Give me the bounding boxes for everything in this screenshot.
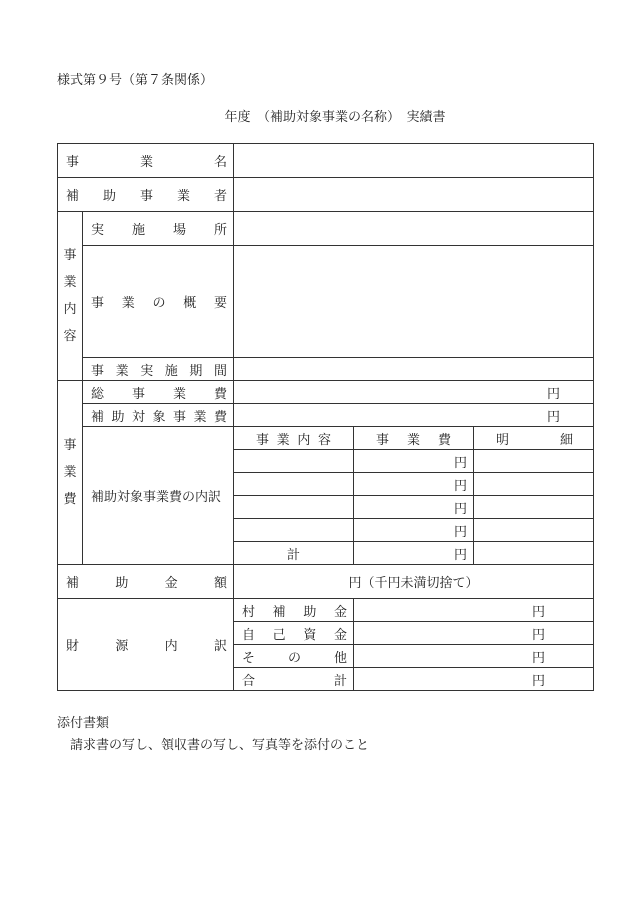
label-char: 補 <box>91 409 105 425</box>
label-char: 事 <box>66 155 80 170</box>
breakdown-header-content <box>234 427 354 450</box>
funding-label <box>58 599 234 691</box>
label-char: 象 <box>152 409 166 425</box>
project-name-label <box>58 144 234 178</box>
breakdown-header-cost <box>354 427 474 450</box>
label-char: 業 <box>193 409 207 425</box>
period-field[interactable] <box>234 358 594 381</box>
report-table <box>57 143 594 691</box>
funding-item-3-label <box>234 668 354 691</box>
label-char: 合 <box>242 673 256 689</box>
form-number: 様式第９号（第７条関係） <box>57 73 214 88</box>
vertical-label-char: 内 <box>63 302 77 317</box>
summary-field[interactable] <box>234 246 594 358</box>
funding-item-3-text <box>234 670 353 689</box>
label-char: 間 <box>213 363 227 379</box>
label-char: 補 <box>66 189 80 204</box>
label-char: 費 <box>437 432 451 448</box>
label-char: 明 <box>496 432 510 448</box>
project-name-field[interactable] <box>234 144 594 178</box>
label-char: 内 <box>164 639 178 654</box>
funding-item-0-label <box>234 599 354 622</box>
period-label <box>83 358 234 381</box>
breakdown-cost-field[interactable]: 円 <box>354 450 474 473</box>
label-char: 額 <box>213 576 227 591</box>
label-char: 施 <box>132 223 146 238</box>
summary-label <box>83 246 234 358</box>
label-char: の <box>288 650 302 666</box>
label-char: 業 <box>276 432 290 448</box>
total-cost-field[interactable]: 円 <box>234 381 594 404</box>
funding-item-2-field[interactable]: 円 <box>354 645 594 668</box>
breakdown-cost-field[interactable]: 円 <box>354 496 474 519</box>
label-char: 場 <box>173 223 187 238</box>
breakdown-header-detail <box>474 427 594 450</box>
breakdown-content-field[interactable] <box>234 519 354 542</box>
label-char: 金 <box>333 627 347 643</box>
label-char: 事 <box>256 432 270 448</box>
label-char: 村 <box>242 604 256 620</box>
grantee-field[interactable] <box>234 178 594 212</box>
funding-text <box>58 635 233 654</box>
total-cost-label <box>83 381 234 404</box>
label-char: 助 <box>115 576 129 591</box>
breakdown-content-field[interactable] <box>234 473 354 496</box>
label-char: 要 <box>214 296 228 311</box>
funding-item-1-label <box>234 622 354 645</box>
grantee-label <box>58 178 234 212</box>
vertical-label-char: 容 <box>63 329 77 344</box>
breakdown-detail-field[interactable] <box>474 473 594 496</box>
label-char: 事 <box>376 432 390 448</box>
label-char: 事 <box>140 189 154 204</box>
funding-item-2-label <box>234 645 354 668</box>
label-char: 事 <box>91 296 105 311</box>
label-char: 資 <box>303 627 317 643</box>
label-char: 所 <box>214 223 228 238</box>
subsidy-field[interactable]: 円（千円未満切捨て） <box>234 565 594 599</box>
breakdown-detail-field[interactable] <box>474 519 594 542</box>
label-char: 助 <box>303 604 317 620</box>
breakdown-total-detail-field[interactable] <box>474 542 594 565</box>
breakdown-cost-field[interactable]: 円 <box>354 519 474 542</box>
subsidy-label <box>58 565 234 599</box>
label-char: 己 <box>272 627 286 643</box>
breakdown-header-detail-text <box>474 429 593 448</box>
label-char: 費 <box>214 409 228 425</box>
breakdown-cost-field[interactable]: 円 <box>354 473 474 496</box>
vertical-label-char: 業 <box>63 275 77 290</box>
label-char: 施 <box>164 363 178 379</box>
location-field[interactable] <box>234 212 594 246</box>
breakdown-total-label: 計 <box>234 542 354 565</box>
attachments-section <box>57 713 369 757</box>
eligible-cost-label <box>83 404 234 427</box>
label-char: 財 <box>66 639 80 654</box>
location-label <box>83 212 234 246</box>
location-text <box>83 219 233 238</box>
label-char: 対 <box>132 409 146 425</box>
vertical-label-char: 事 <box>63 438 77 453</box>
label-char: 事 <box>132 386 146 402</box>
label-char: 自 <box>242 627 256 643</box>
vertical-label-char: 事 <box>63 248 77 263</box>
label-char: 業 <box>121 296 135 311</box>
content-group-label <box>58 212 83 381</box>
label-char: 名 <box>214 155 228 170</box>
funding-item-1-text <box>234 624 353 643</box>
label-char: 業 <box>173 386 187 402</box>
breakdown-content-field[interactable] <box>234 450 354 473</box>
page-title: 年度 （補助対象事業の名称） 実績書 <box>224 110 446 125</box>
grantee-text <box>58 185 233 204</box>
label-char: 者 <box>214 189 228 204</box>
label-char: の <box>152 296 166 311</box>
label-char: そ <box>242 650 256 666</box>
attachments-note: 請求書の写し、領収書の写し、写真等を添付のこと <box>70 738 370 753</box>
funding-item-2-text <box>234 647 353 666</box>
project-name-text <box>58 151 233 170</box>
label-char: 補 <box>272 604 286 620</box>
breakdown-total-field[interactable]: 円 <box>354 542 474 565</box>
eligible-cost-field[interactable]: 円 <box>234 404 594 427</box>
cost-group-label <box>58 381 83 565</box>
label-char: 助 <box>103 189 117 204</box>
label-char: 業 <box>407 432 421 448</box>
subsidy-text <box>58 572 233 591</box>
label-char: 源 <box>115 639 129 654</box>
label-char: 事 <box>173 409 187 425</box>
label-char: 業 <box>115 363 129 379</box>
breakdown-detail-field[interactable] <box>474 496 594 519</box>
eligible-cost-text <box>83 406 233 425</box>
label-char: 費 <box>214 386 228 402</box>
breakdown-header-cost-text <box>354 429 473 448</box>
label-char: 実 <box>91 223 105 238</box>
breakdown-text: 補助対象事業費の内訳 <box>91 490 222 505</box>
summary-text <box>83 292 233 311</box>
label-char: 総 <box>91 386 105 402</box>
label-char: 助 <box>111 409 125 425</box>
period-text <box>83 360 233 379</box>
label-char: 金 <box>333 604 347 620</box>
label-char: 業 <box>140 155 154 170</box>
funding-item-0-text <box>234 601 353 620</box>
label-char: 訳 <box>213 639 227 654</box>
label-char: 内 <box>297 432 311 448</box>
label-char: 計 <box>334 673 348 689</box>
label-char: 補 <box>66 576 80 591</box>
label-char: 容 <box>317 432 331 448</box>
label-char: 細 <box>560 432 574 448</box>
breakdown-label <box>83 427 234 565</box>
total-cost-text <box>83 383 233 402</box>
label-char: 概 <box>183 296 197 311</box>
breakdown-detail-field[interactable] <box>474 450 594 473</box>
breakdown-content-field[interactable] <box>234 496 354 519</box>
breakdown-header-content-text <box>234 429 353 448</box>
funding-item-3-field[interactable]: 円 <box>354 668 594 691</box>
label-char: 実 <box>140 363 154 379</box>
attachments-heading: 添付書類 <box>57 716 110 731</box>
funding-item-1-field[interactable]: 円 <box>354 622 594 645</box>
label-char: 事 <box>91 363 105 379</box>
label-char: 他 <box>333 650 347 666</box>
label-char: 業 <box>177 189 191 204</box>
vertical-label-char: 業 <box>63 465 77 480</box>
funding-item-0-field[interactable]: 円 <box>354 599 594 622</box>
label-char: 期 <box>189 363 203 379</box>
vertical-label-char: 費 <box>63 492 77 507</box>
label-char: 金 <box>164 576 178 591</box>
